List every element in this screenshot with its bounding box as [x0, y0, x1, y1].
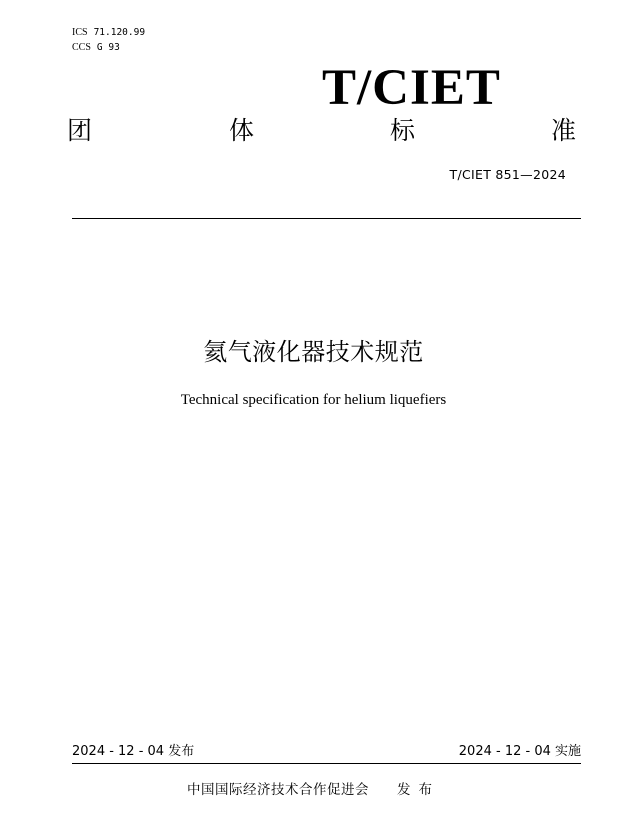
standard-type-char: 标 [390, 116, 416, 145]
standard-type-char: 团 [67, 116, 93, 145]
ccs-line [72, 41, 120, 55]
document-title-english: Technical specification for helium liquefiers [180, 392, 447, 408]
publish-date: 2024 - 12 - 04 发布 [72, 744, 195, 759]
issuer-line [0, 781, 627, 799]
issuer-name: 中国国际经济技术合作促进会 [187, 782, 369, 798]
ccs-label: CCS [72, 42, 91, 53]
issuer-action: 发布 [397, 782, 440, 798]
ics-line [72, 26, 145, 40]
standard-type-heading [67, 115, 579, 147]
organization-logo: T/CIET [322, 60, 501, 116]
implement-date: 2024 - 12 - 04 实施 [458, 744, 581, 759]
standard-number: T/CIET 851—2024 [449, 167, 566, 182]
bottom-divider [72, 763, 581, 764]
document-title-chinese: 氦气液化器技术规范 [203, 338, 424, 366]
ics-code: 71.120.99 [93, 27, 146, 38]
ics-label: ICS [72, 27, 88, 38]
ccs-code: G 93 [96, 42, 120, 53]
top-divider [72, 218, 581, 219]
standard-type-char: 准 [551, 116, 577, 145]
standard-type-char: 体 [229, 116, 255, 145]
